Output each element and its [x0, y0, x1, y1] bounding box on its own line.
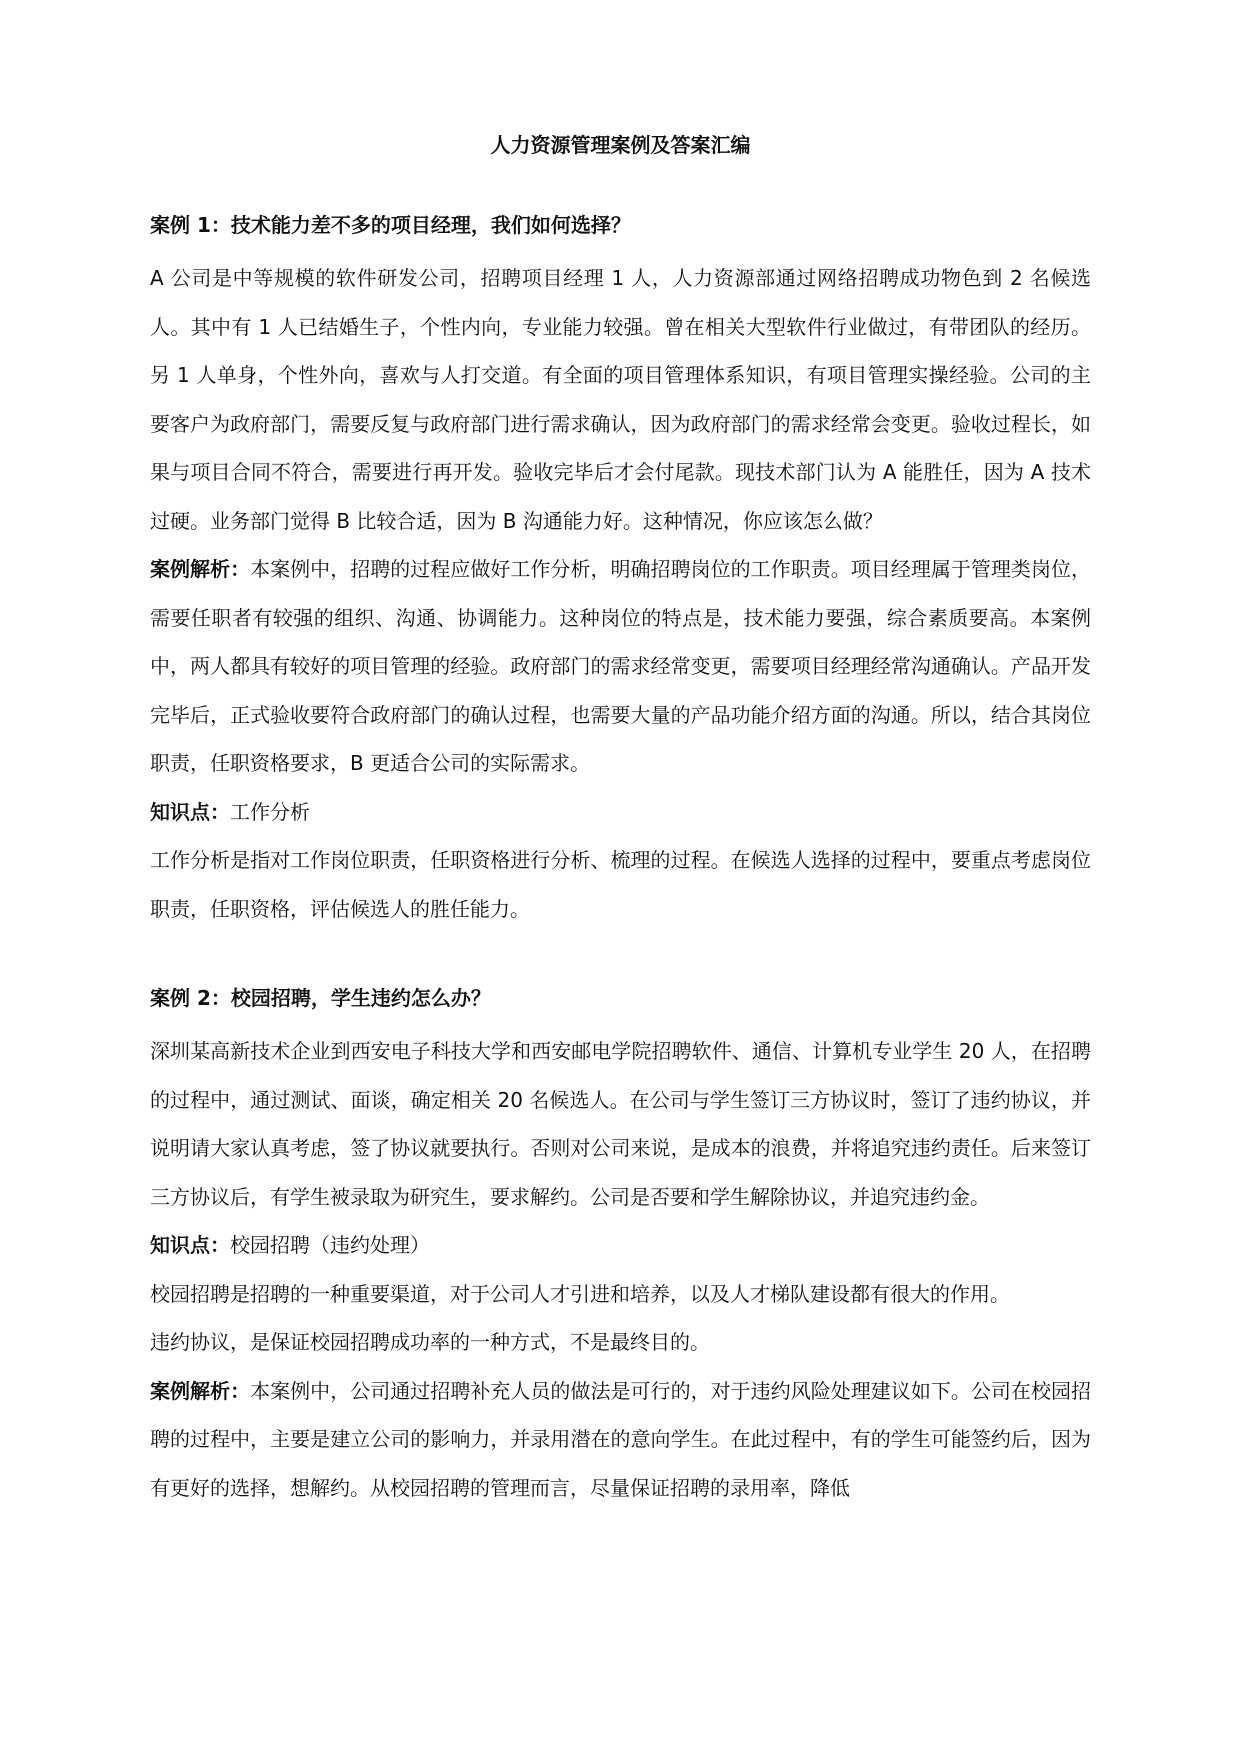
case-1-heading: 案例 1：技术能力差不多的项目经理，我们如何选择？: [150, 213, 631, 237]
case-1-analysis: [150, 545, 1091, 788]
case-1-body: A 公司是中等规模的软件研发公司，招聘项目经理 1 人，人力资源部通过网络招聘成功物色到 2 名候选人。其中有 1 人已结婚生子，个性内向，专业能力较强。曾在相关大型软件行业做过，有带团队的经历。另 1 人单身，个性外向，喜欢与人打交道。有全面的项目管理体系知识，有项目管理实操经验。公司的主要客户为政府部门，需要反复与政府部门进行需求确认，因为政府部门的需求经常会变更。验收过程长，如果与项目合同不符合，需要进行再开发。验收完毕后才会付尾款。现技术部门认为 A 能胜任，因为 A 技术过硬。业务部门觉得 B 比较合适，因为 B 沟通能力好。这种情况，你应该怎么做？: [150, 266, 1091, 533]
section-spacer: [150, 933, 1091, 981]
case-2-body: 深圳某高新技术企业到西安电子科技大学和西安邮电学院招聘软件、通信、计算机专业学生 20 人，在招聘的过程中，通过测试、面谈，确定相关 20 名候选人。在公司与学生签订三方协议时，签订了违约协议，并说明请大家认真考虑，签了协议就要执行。否则对公司来说，是成本的浪费，并将追究违约责任。后来签订三方协议后，有学生被录取为研究生，要求解约。公司是否要和学生解除协议，并追究违约金。: [150, 1039, 1091, 1209]
case-2-analysis: [150, 1367, 1091, 1513]
document-title: 人力资源管理案例及答案汇编: [490, 133, 751, 157]
case-2-analysis-label: 案例解析：: [150, 1378, 251, 1403]
case-1-analysis-label: 案例解析：: [150, 557, 251, 581]
case-2-analysis-text: 本案例中，公司通过招聘补充人员的做法是可行的，对于违约风险处理建议如下。公司在校园招聘的过程中，主要是建立公司的影响力，并录用潜在的意向学生。在此过程中，有的学生可能签约后，因为有更好的选择，想解约。从校园招聘的管理而言，尽量保证招聘的录用率，降低: [150, 1378, 1092, 1500]
case-1-knowledge-point: [150, 788, 1091, 837]
case-1-knowledge-label: 知识点：: [150, 799, 230, 824]
case-2-heading: 案例 2：校园招聘，学生违约怎么办？: [150, 986, 491, 1010]
case-2-section: [150, 981, 1091, 1512]
case-2-knowledge-text-2: 违约协议，是保证校园招聘成功率的一种方式，不是最终目的。: [150, 1330, 710, 1354]
case-2-knowledge-point: [150, 1221, 1091, 1270]
case-1-knowledge-text: 工作分析是指对工作岗位职责，任职资格进行分析、梳理的过程。在候选人选择的过程中，要重点考虑岗位职责，任职资格，评估候选人的胜任能力。: [150, 848, 1091, 921]
case-1-knowledge-topic: 工作分析: [230, 799, 310, 824]
case-1-analysis-text: 本案例中，招聘的过程应做好工作分析，明确招聘岗位的工作职责。项目经理属于管理类岗位，需要任职者有较强的组织、沟通、协调能力。这种岗位的特点是，技术能力要强，综合素质要高。本案例中，两人都具有较好的项目管理的经验。政府部门的需求经常变更，需要项目经理经常沟通确认。产品开发完毕后，正式验收要符合政府部门的确认过程，也需要大量的产品功能介绍方面的沟通。所以，结合其岗位职责，任职资格要求，B 更适合公司的实际需求。: [150, 557, 1092, 775]
case-2-knowledge-topic: 校园招聘（违约处理）: [230, 1233, 430, 1257]
case-2-knowledge-text-1: 校园招聘是招聘的一种重要渠道，对于公司人才引进和培养，以及人才梯队建设都有很大的作用。: [150, 1281, 1010, 1306]
case-1-section: [150, 208, 1091, 933]
case-2-knowledge-label: 知识点：: [150, 1233, 230, 1257]
